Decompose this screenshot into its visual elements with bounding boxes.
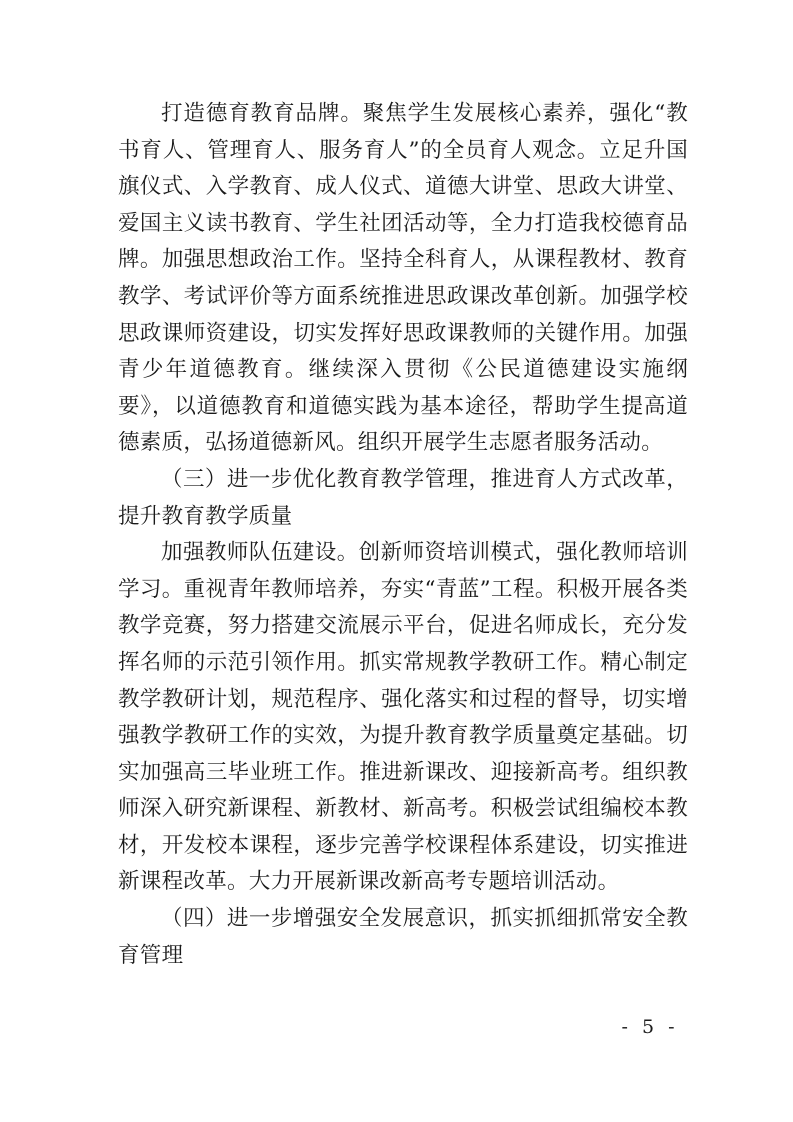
document-body: [118, 96, 688, 974]
paragraph-teacher-team: 加强教师队伍建设。创新师资培训模式，强化教师培训学习。重视青年教师培养，夯实“青蓝”工程。积极开展各类教学竞赛，努力搭建交流展示平台，促进名师成长，充分发挥名师的示范引领作用。抓实常规教学教研工作。精心制定教学教研计划，规范程序、强化落实和过程的督导，切实增强教学教研工作的实效，为提升教育教学质量奠定基础。切实加强高三毕业班工作。推进新课改、迎接新高考。组织教师深入研究新课程、新教材、新高考。积极尝试组编校本教材，开发校本课程，逐步完善学校课程体系建设，切实推进新课程改革。大力开展新课改新高考专题培训活动。: [118, 540, 688, 895]
section-heading-3: （三）进一步优化教育教学管理，推进育人方式改革，提升教育教学质量: [118, 466, 688, 529]
paragraph-moral-education-brand: 打造德育教育品牌。聚焦学生发展核心素养，强化“教书育人、管理育人、服务育人”的全员育人观念。立足升国旗仪式、入学教育、成人仪式、道德大讲堂、思政大讲堂、爱国主义读书教育、学生社团活动等，全力打造我校德育品牌。加强思想政治工作。坚持全科育人，从课程教材、教育教学、考试评价等方面系统推进思政课改革创新。加强学校思政课师资建设，切实发挥好思政课教师的关键作用。加强青少年道德教育。继续深入贯彻《公民道德建设实施纲要》，以道德教育和道德实践为基本途径，帮助学生提高道德素质，弘扬道德新风。组织开展学生志愿者服务活动。: [118, 101, 688, 456]
section-heading-4: （四）进一步增强安全发展意识，抓实抓细抓常安全教育管理: [118, 906, 688, 968]
page-number: - 5 -: [621, 1016, 679, 1038]
